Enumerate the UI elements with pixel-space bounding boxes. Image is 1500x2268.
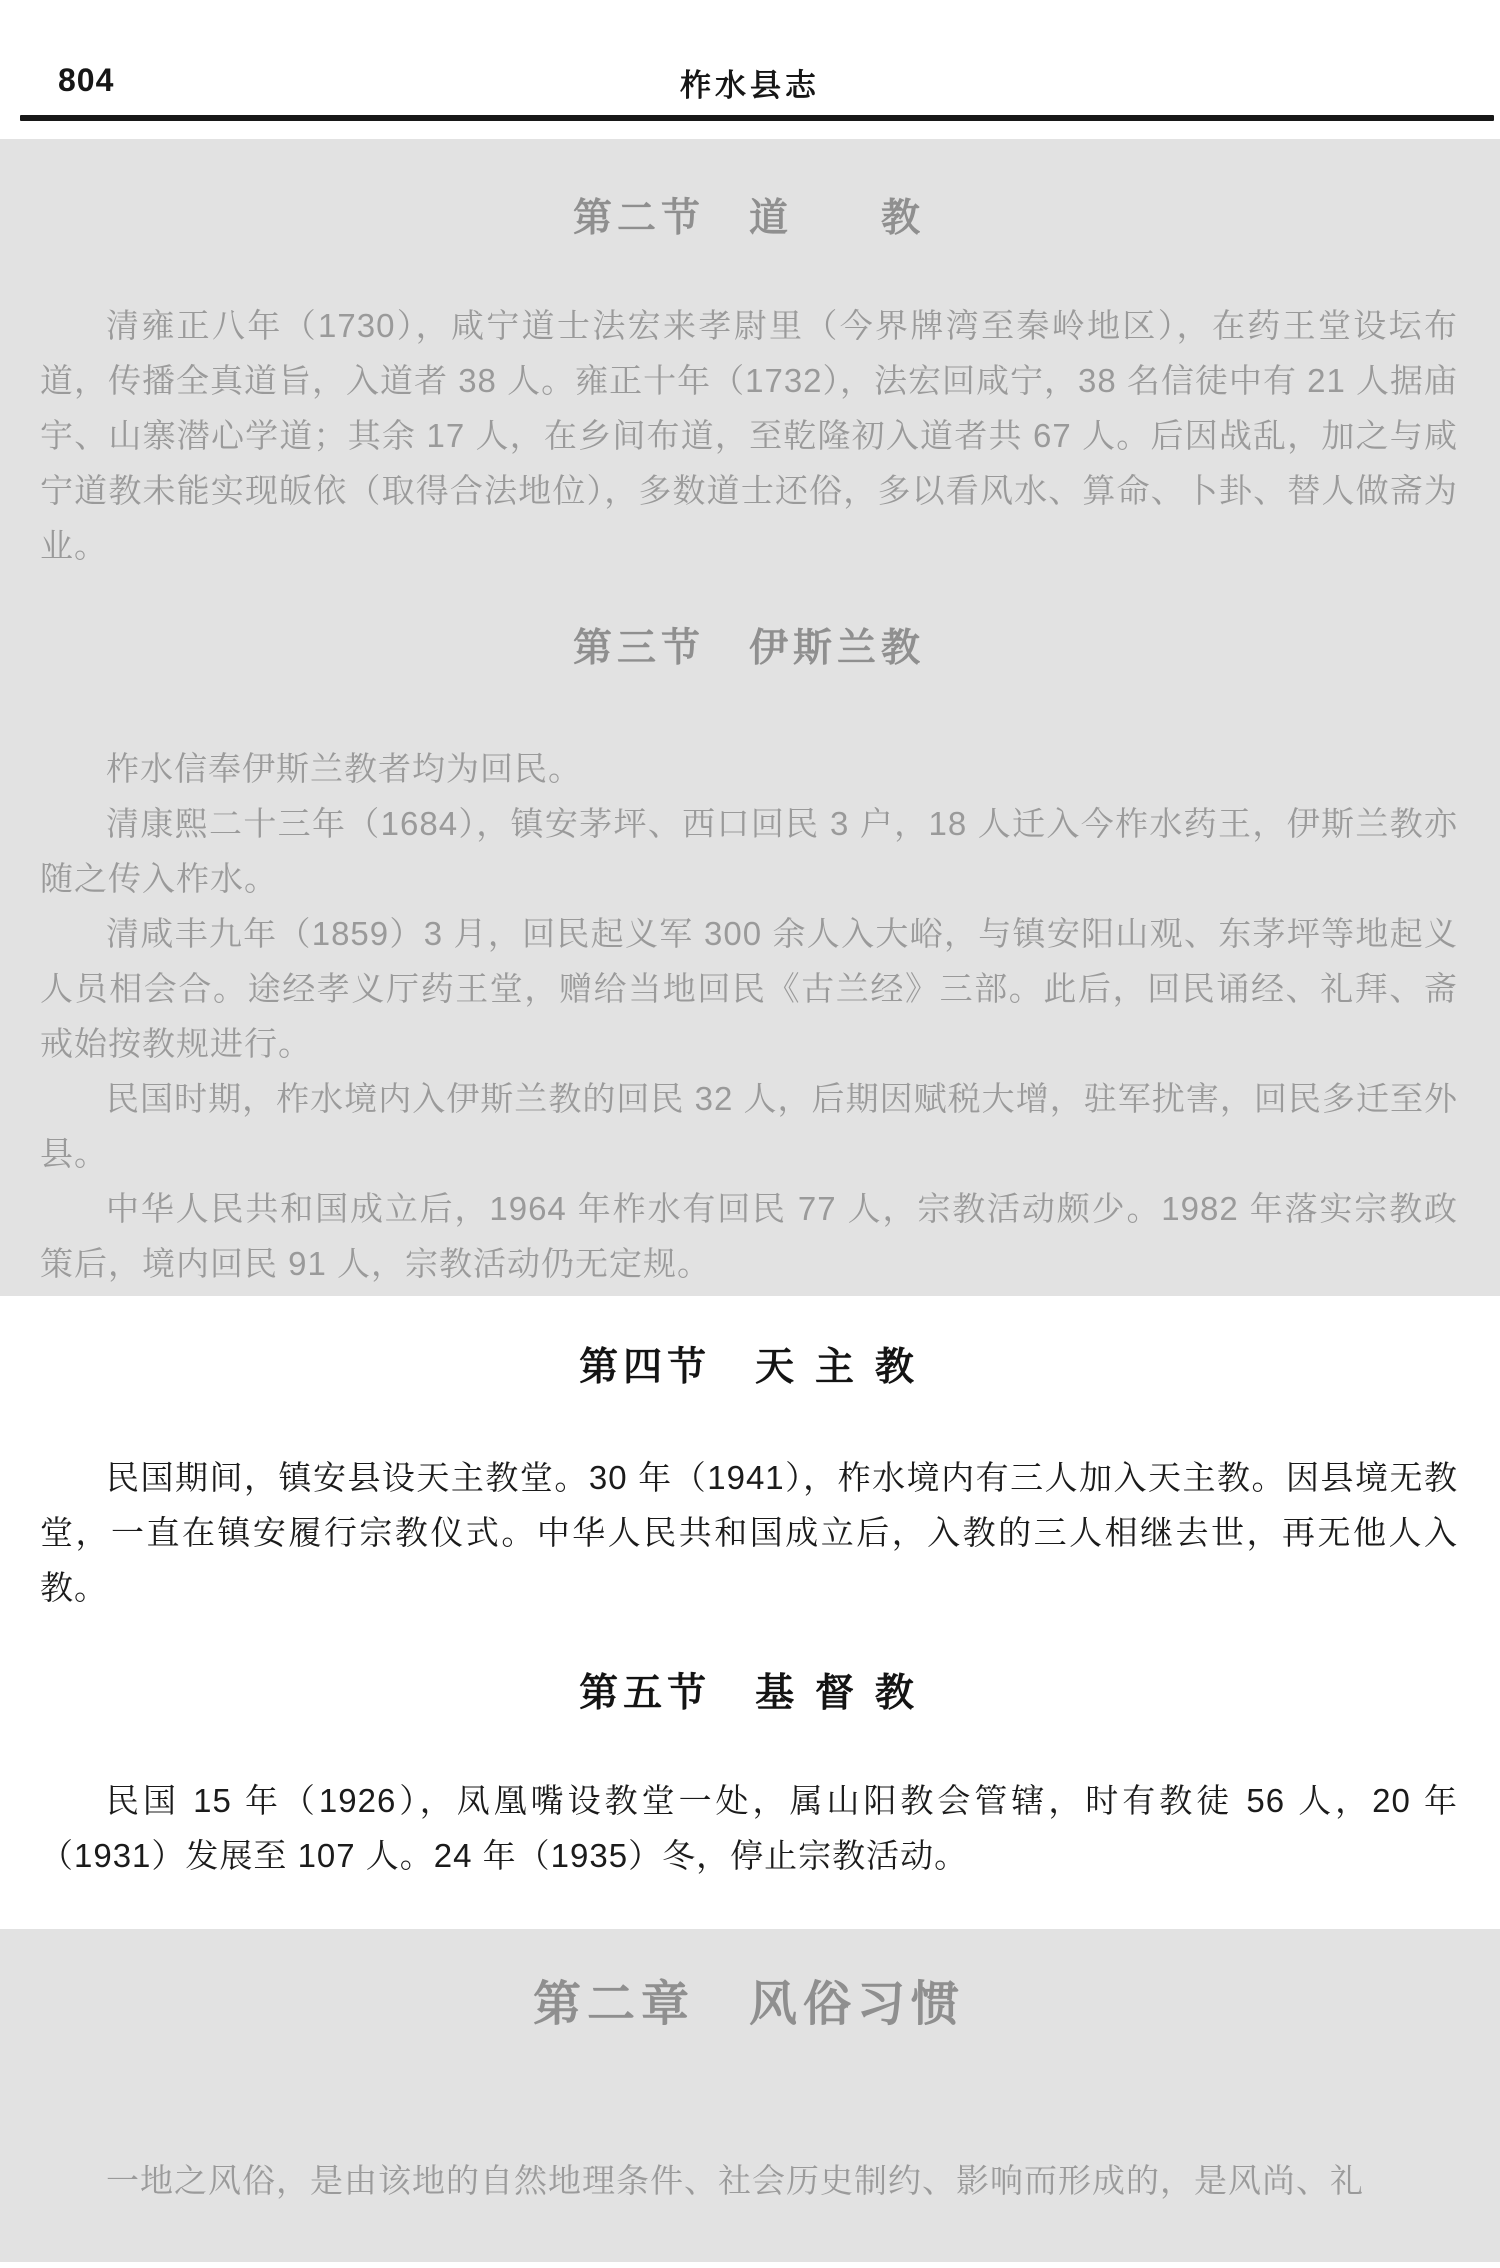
section-heading-islam: 第三节 伊斯兰教 <box>572 627 925 670</box>
book-title: 柞水县志 <box>680 68 820 103</box>
paragraph-islam-3: 清咸丰九年（1859）3 月，回民起义军 300 余人入大峪，与镇安阳山观、东茅坪等地起义人员相会合。途经孝义厅药王堂，赠给当地回民《古兰经》三部。此后，回民诵经、礼拜、斋戒始按教规进行。 <box>40 915 1458 1062</box>
section-heading-taoism: 第二节 道 教 <box>572 197 925 240</box>
page-number: 804 <box>58 62 115 98</box>
paragraph-christianity: 民国 15 年（1926），凤凰嘴设教堂一处，属山阳教会管辖，时有教徒 56 人，20 年（1931）发展至 107 人。24 年（1935）冬，停止宗教活动。 <box>40 1782 1458 1874</box>
paragraph-catholicism: 民国期间，镇安县设天主教堂。30 年（1941），柞水境内有三人加入天主教。因县境无教堂，一直在镇安履行宗教仪式。中华人民共和国成立后，入教的三人相继去世，再无他人入教。 <box>40 1459 1458 1606</box>
paragraph-islam-1: 柞水信奉伊斯兰教者均为回民。 <box>106 750 582 787</box>
header-rule <box>20 115 1494 121</box>
section-heading-christianity: 第五节 基 督 教 <box>579 1672 919 1715</box>
paragraph-islam-2: 清康熙二十三年（1684），镇安茅坪、西口回民 3 户，18 人迁入今柞水药王，伊斯兰教亦随之传入柞水。 <box>40 805 1458 897</box>
chapter-heading-customs: 第二章 风俗习惯 <box>532 1978 965 2031</box>
clear-scan-region <box>0 1344 1500 1883</box>
faded-scan-region-bottom <box>0 1929 1500 2262</box>
faded-scan-region-top <box>0 139 1500 1296</box>
running-head <box>0 0 1500 117</box>
paragraph-customs-intro: 一地之风俗，是由该地的自然地理条件、社会历史制约、影响而形成的，是风尚、礼 <box>106 2162 1364 2199</box>
paragraph-islam-5: 中华人民共和国成立后，1964 年柞水有回民 77 人，宗教活动颇少。1982 年落实宗教政策后，境内回民 91 人，宗教活动仍无定规。 <box>40 1190 1458 1282</box>
section-heading-catholicism: 第四节 天 主 教 <box>579 1346 919 1389</box>
paragraph-taoism: 清雍正八年（1730），咸宁道士法宏来孝尉里（今界牌湾至秦岭地区），在药王堂设坛布道，传播全真道旨，入道者 38 人。雍正十年（1732），法宏回咸宁，38 名信徒中有 21 人据庙宇、山寨潜心学道；其余 17 人，在乡间布道，至乾隆初入道者共 67 人。后因战乱，加之与咸宁道教未能实现皈依（取得合法地位），多数道士还俗，多以看风水、算命、卜卦、替人做斋为业。 <box>40 307 1458 564</box>
paragraph-islam-4: 民国时期，柞水境内入伊斯兰教的回民 32 人，后期因赋税大增，驻军扰害，回民多迁至外县。 <box>40 1080 1458 1172</box>
